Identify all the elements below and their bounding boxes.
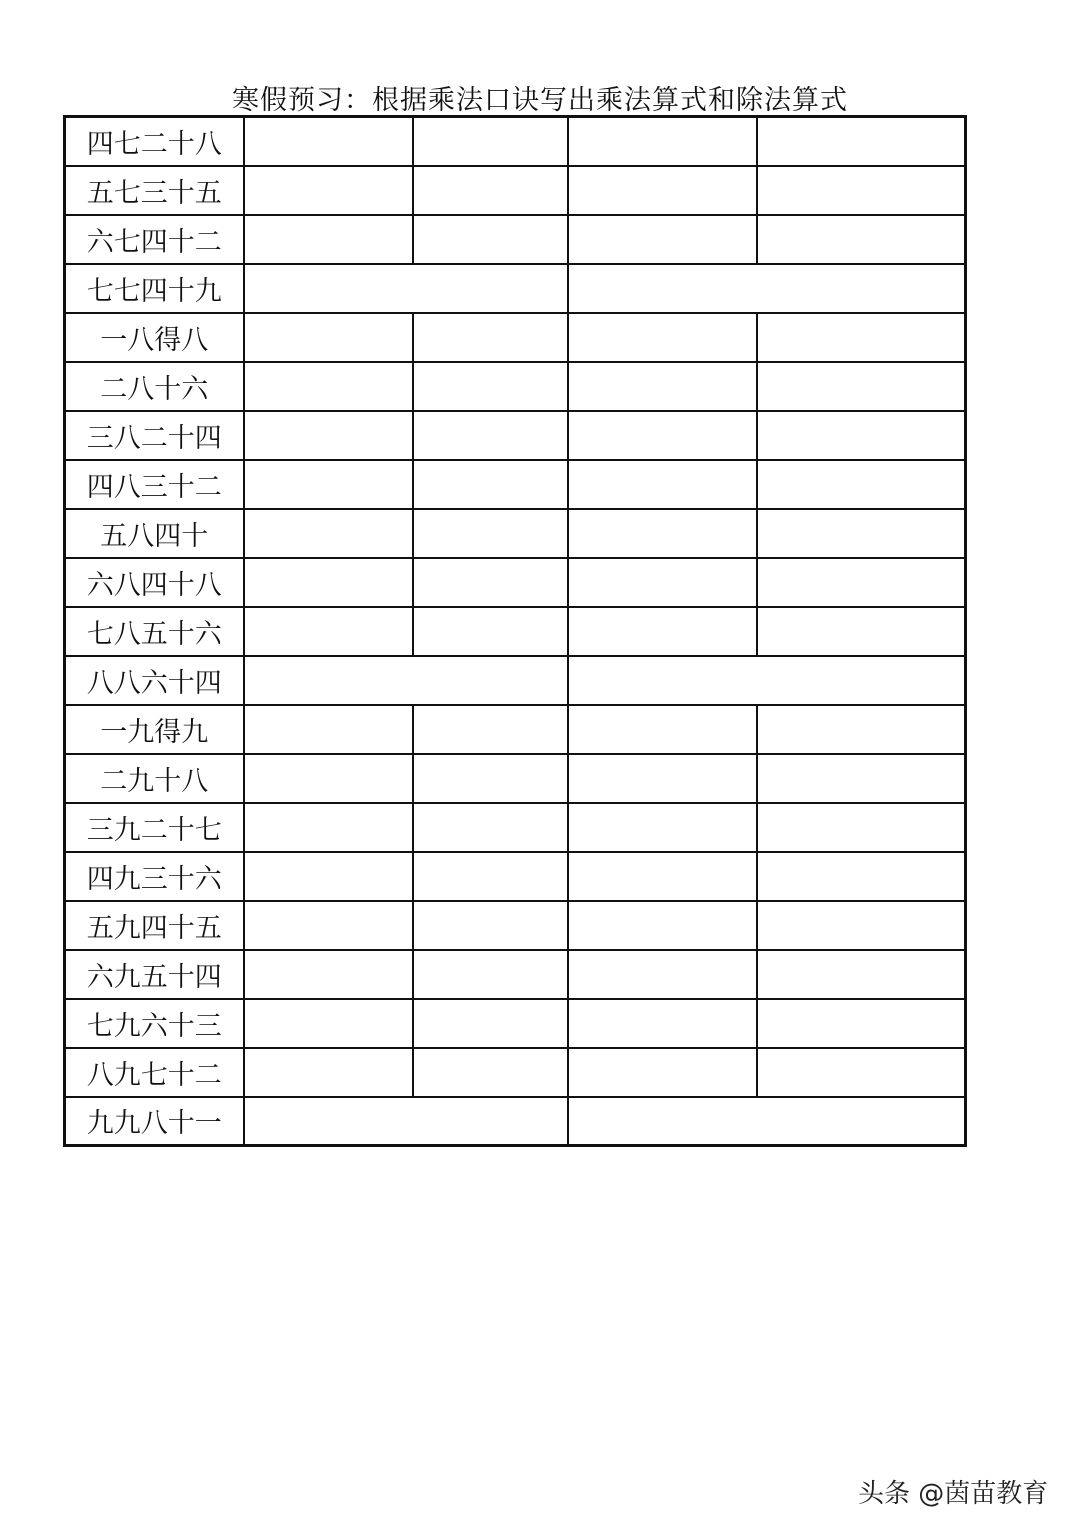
answer-cell[interactable] — [757, 901, 966, 950]
answer-cell[interactable] — [413, 901, 568, 950]
answer-cell[interactable] — [413, 460, 568, 509]
answer-cell[interactable] — [757, 166, 966, 215]
answer-cell[interactable] — [568, 215, 757, 264]
table-row — [65, 264, 966, 313]
answer-cell[interactable] — [568, 411, 757, 460]
answer-cell[interactable] — [413, 754, 568, 803]
answer-cell[interactable] — [757, 411, 966, 460]
answer-cell[interactable] — [568, 901, 757, 950]
answer-cell[interactable] — [244, 656, 568, 705]
multiplication-worksheet-table — [63, 115, 967, 1147]
verse-cell: 五七三十五 — [65, 166, 244, 215]
answer-cell[interactable] — [244, 803, 413, 852]
verse-cell: 六九五十四 — [65, 950, 244, 999]
verse-cell: 八九七十二 — [65, 1048, 244, 1097]
answer-cell[interactable] — [244, 607, 413, 656]
answer-cell[interactable] — [413, 166, 568, 215]
table-row — [65, 852, 966, 901]
table-row — [65, 117, 966, 166]
answer-cell[interactable] — [413, 950, 568, 999]
table-row — [65, 999, 966, 1048]
answer-cell[interactable] — [244, 509, 413, 558]
answer-cell[interactable] — [413, 411, 568, 460]
answer-cell[interactable] — [413, 117, 568, 166]
answer-cell[interactable] — [757, 852, 966, 901]
answer-cell[interactable] — [244, 117, 413, 166]
answer-cell[interactable] — [568, 1097, 966, 1146]
answer-cell[interactable] — [413, 215, 568, 264]
table-row — [65, 362, 966, 411]
table-row — [65, 1097, 966, 1146]
answer-cell[interactable] — [244, 1097, 568, 1146]
answer-cell[interactable] — [757, 999, 966, 1048]
answer-cell[interactable] — [568, 950, 757, 999]
answer-cell[interactable] — [413, 999, 568, 1048]
answer-cell[interactable] — [413, 558, 568, 607]
answer-cell[interactable] — [757, 215, 966, 264]
table-row — [65, 901, 966, 950]
answer-cell[interactable] — [757, 509, 966, 558]
answer-cell[interactable] — [568, 313, 757, 362]
verse-cell: 七八五十六 — [65, 607, 244, 656]
answer-cell[interactable] — [568, 558, 757, 607]
table-row — [65, 705, 966, 754]
answer-cell[interactable] — [244, 705, 413, 754]
verse-cell: 六七四十二 — [65, 215, 244, 264]
verse-cell: 二八十六 — [65, 362, 244, 411]
verse-cell: 七九六十三 — [65, 999, 244, 1048]
source-watermark: 头条 @茵苗教育 — [858, 1479, 1049, 1509]
answer-cell[interactable] — [568, 509, 757, 558]
answer-cell[interactable] — [413, 313, 568, 362]
answer-cell[interactable] — [568, 999, 757, 1048]
answer-cell[interactable] — [757, 558, 966, 607]
answer-cell[interactable] — [568, 754, 757, 803]
answer-cell[interactable] — [757, 460, 966, 509]
answer-cell[interactable] — [568, 166, 757, 215]
table-row — [65, 950, 966, 999]
answer-cell[interactable] — [244, 264, 568, 313]
table-row — [65, 460, 966, 509]
answer-cell[interactable] — [568, 656, 966, 705]
answer-cell[interactable] — [244, 362, 413, 411]
verse-cell: 五八四十 — [65, 509, 244, 558]
answer-cell[interactable] — [244, 166, 413, 215]
answer-cell[interactable] — [757, 950, 966, 999]
table-row — [65, 1048, 966, 1097]
answer-cell[interactable] — [568, 460, 757, 509]
answer-cell[interactable] — [757, 607, 966, 656]
answer-cell[interactable] — [413, 362, 568, 411]
table-row — [65, 509, 966, 558]
answer-cell[interactable] — [413, 607, 568, 656]
answer-cell[interactable] — [757, 362, 966, 411]
verse-cell: 七七四十九 — [65, 264, 244, 313]
verse-cell: 四九三十六 — [65, 852, 244, 901]
table-row — [65, 166, 966, 215]
answer-cell[interactable] — [413, 1048, 568, 1097]
table-row — [65, 411, 966, 460]
verse-cell: 一九得九 — [65, 705, 244, 754]
table-row — [65, 215, 966, 264]
verse-cell: 三八二十四 — [65, 411, 244, 460]
table-row — [65, 558, 966, 607]
verse-cell: 九九八十一 — [65, 1097, 244, 1146]
answer-cell[interactable] — [568, 362, 757, 411]
table-row — [65, 607, 966, 656]
answer-cell[interactable] — [757, 1048, 966, 1097]
verse-cell: 四八三十二 — [65, 460, 244, 509]
table-row — [65, 313, 966, 362]
answer-cell[interactable] — [244, 215, 413, 264]
answer-cell[interactable] — [568, 264, 966, 313]
answer-cell[interactable] — [244, 411, 413, 460]
answer-cell[interactable] — [413, 705, 568, 754]
answer-cell[interactable] — [244, 754, 413, 803]
answer-cell[interactable] — [413, 803, 568, 852]
verse-cell: 四七二十八 — [65, 117, 244, 166]
answer-cell[interactable] — [568, 852, 757, 901]
answer-cell[interactable] — [568, 705, 757, 754]
answer-cell[interactable] — [568, 803, 757, 852]
worksheet-title: 寒假预习：根据乘法口诀写出乘法算式和除法算式 — [232, 85, 848, 116]
answer-cell[interactable] — [757, 117, 966, 166]
answer-cell[interactable] — [244, 460, 413, 509]
answer-cell[interactable] — [413, 509, 568, 558]
answer-cell[interactable] — [757, 754, 966, 803]
answer-cell[interactable] — [244, 558, 413, 607]
answer-cell[interactable] — [568, 1048, 757, 1097]
verse-cell: 六八四十八 — [65, 558, 244, 607]
answer-cell[interactable] — [757, 313, 966, 362]
answer-cell[interactable] — [568, 607, 757, 656]
answer-cell[interactable] — [568, 117, 757, 166]
answer-cell[interactable] — [757, 803, 966, 852]
verse-cell: 二九十八 — [65, 754, 244, 803]
answer-cell[interactable] — [244, 313, 413, 362]
answer-cell[interactable] — [413, 852, 568, 901]
answer-cell[interactable] — [244, 950, 413, 999]
answer-cell[interactable] — [757, 705, 966, 754]
verse-cell: 五九四十五 — [65, 901, 244, 950]
answer-cell[interactable] — [244, 999, 413, 1048]
answer-cell[interactable] — [244, 901, 413, 950]
table-row — [65, 656, 966, 705]
answer-cell[interactable] — [244, 852, 413, 901]
table-row — [65, 754, 966, 803]
answer-cell[interactable] — [244, 1048, 413, 1097]
table-row — [65, 803, 966, 852]
verse-cell: 三九二十七 — [65, 803, 244, 852]
verse-cell: 一八得八 — [65, 313, 244, 362]
verse-cell: 八八六十四 — [65, 656, 244, 705]
